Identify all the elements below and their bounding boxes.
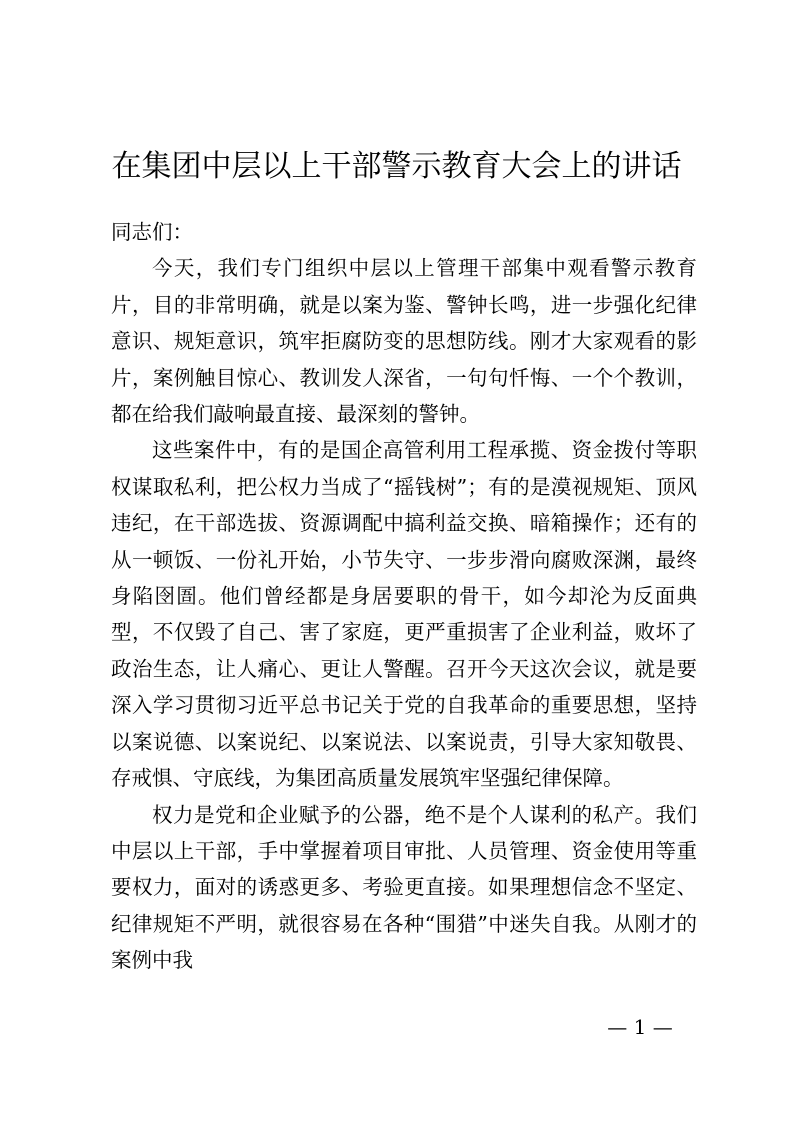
document-body [111, 214, 697, 979]
salutation: 同志们： [111, 220, 193, 244]
paragraph-1: 今天，我们专门组织中层以上管理干部集中观看警示教育片，目的非常明确，就是以案为鉴、警钟长鸣，进一步强化纪律意识、规矩意识，筑牢拒腐防变的思想防线。刚才大家观看的影片，案例触目惊心、教训发人深省，一句句忏悔、一个个教训，都在给我们敲响最直接、最深刻的警钟。 [111, 256, 697, 427]
paragraph-3: 权力是党和企业赋予的公器，绝不是个人谋利的私产。我们中层以上干部，手中掌握着项目审批、人员管理、资金使用等重要权力，面对的诱惑更多、考验更直接。如果理想信念不坚定、纪律规矩不严明，就很容易在各种“围猎”中迷失自我。从刚才的案例中我 [111, 802, 697, 973]
document-title: 在集团中层以上干部警示教育大会上的讲话 [111, 149, 682, 184]
paragraph-2: 这些案件中，有的是国企高管利用工程承揽、资金拨付等职权谋取私利，把公权力当成了“摇钱树”；有的是漠视规矩、顶风违纪，在干部选拔、资源调配中搞利益交换、暗箱操作；还有的从一顿饭、一份礼开始，小节失守、一步步滑向腐败深渊，最终身陷囹圄。他们曾经都是身居要职的骨干，如今却沦为反面典型，不仅毁了自己、害了家庭，更严重损害了企业利益，败坏了政治生态，让人痛心、更让人警醒。召开今天这次会议，就是要深入学习贯彻习近平总书记关于党的自我革命的重要思想，坚持以案说德、以案说纪、以案说法、以案说责，引导大家知敬畏、存戒惧、守底线，为集团高质量发展筑牢坚强纪律保障。 [111, 438, 697, 791]
page-number: — 1 — [607, 1015, 673, 1039]
